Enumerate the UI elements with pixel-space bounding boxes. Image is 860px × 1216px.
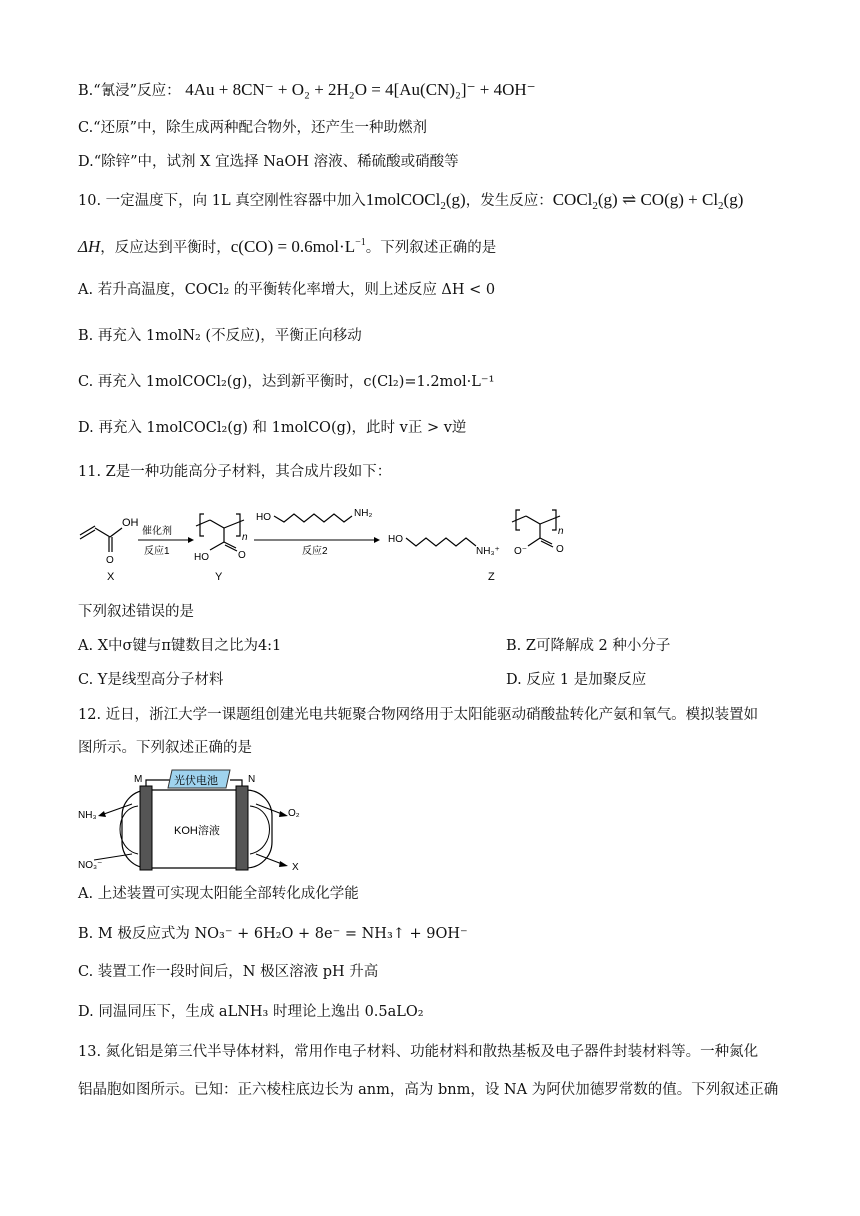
q10-option-b: B. 再充入 1molN₂ (不反应)，平衡正向移动: [78, 328, 362, 344]
molecule-x: [80, 526, 122, 552]
z-polymer: [512, 510, 560, 547]
reaction1-label: 反应1: [144, 546, 170, 557]
q10-equation: COCl$_2$(g) ⇌ $CO(g) + Cl_2(g)$: [552, 190, 744, 212]
q11-option-b: B. Z可降解成 2 种小分子: [506, 638, 671, 654]
q11-option-a: A. X中σ键与π键数目之比为4:1: [78, 638, 282, 654]
q12-option-c: C. 装置工作一段时间后，N 极区溶液 pH 升高: [78, 964, 379, 980]
q10-stem-part-d: 。下列叙述正确的是: [365, 240, 497, 256]
y-ho: HO: [194, 552, 209, 563]
pv-cell-label: 光伏电池: [174, 775, 218, 787]
no3-label: NO₃⁻: [78, 860, 103, 871]
q11-options-row2: [78, 670, 838, 690]
q12-option-a: A. 上述装置可实现太阳能全部转化成化学能: [78, 886, 359, 902]
q9-option-b-label: B.“氰浸”反应：: [78, 83, 181, 99]
q10-stem-part-c: ，反应达到平衡时，: [100, 240, 231, 256]
q12-stem-line1: 12. 近日，浙江大学一课题组创建光电共轭聚合物网络用于太阳能驱动硝酸盐转化产氨和氧气。模拟装置如: [78, 707, 759, 723]
label-x: X: [107, 571, 115, 583]
x-label: X: [292, 862, 299, 873]
q12-electrolysis-diagram: [74, 764, 324, 876]
reaction2-label: 反应2: [302, 546, 328, 557]
z-o-minus: O⁻: [514, 546, 528, 557]
z-ho: HO: [388, 534, 403, 545]
q9-option-b: [78, 80, 536, 101]
amine-chain: [274, 514, 352, 522]
o2-label: O₂: [288, 808, 300, 819]
q11-option-c: C. Y是线型高分子材料: [78, 672, 224, 688]
q9-option-b-equation: 4Au + 8CN⁻ + O₂ + 2H₂O = 4[Au(CN)₂]⁻ + 4OH⁻: [185, 80, 536, 99]
q12-option-d: D. 同温同压下，生成 aLNH₃ 时理论上逸出 0.5aLO₂: [78, 1004, 424, 1020]
label-m: M: [134, 774, 143, 785]
q11-options-row1: [78, 636, 838, 656]
koh-label: KOH溶液: [174, 825, 220, 837]
z-n: n: [558, 526, 564, 537]
label-z: Z: [488, 571, 495, 583]
z-nh3: NH₃⁺: [476, 546, 500, 557]
z-chain: [406, 538, 476, 546]
q9-option-d: D.“除锌”中，试剂 X 宜选择 NaOH 溶液、稀硫酸或硝酸等: [78, 154, 459, 170]
q10-reactant: 1molCOCl$_2$(g): [365, 190, 466, 212]
amine-nh2: NH₂: [354, 508, 373, 519]
amine-ho: HO: [256, 512, 271, 523]
y-n: n: [242, 532, 248, 543]
q12-stem-line2: 图所示。下列叙述正确的是: [78, 740, 252, 756]
q12-option-b: B. M 极反应式为 NO₃⁻ + 6H₂O + 8e⁻ = NH₃↑ + 9OH⁻: [78, 926, 468, 942]
q10-stem-part-b: ，发生反应：: [465, 193, 553, 209]
q11-synthesis-scheme: [70, 500, 590, 592]
q10-option-c: C. 再充入 1molCOCl₂(g)，达到新平衡时，c(Cl₂)=1.2mol·L⁻¹: [78, 374, 495, 390]
q10-equilibrium: $c(CO) = 0.6mol\cdot L^{-1}$: [230, 237, 366, 256]
q11-option-d: D. 反应 1 是加聚反应: [506, 672, 647, 688]
q13-line2: 铝晶胞如图所示。已知：正六棱柱底边长为 anm，高为 bnm，设 NA 为阿伏加德罗常数的值。下列叙述正确: [78, 1082, 779, 1098]
q11-stem: 11. Z是一种功能高分子材料，其合成片段如下：: [78, 464, 392, 480]
z-o: O: [556, 544, 564, 555]
q11-question: 下列叙述错误的是: [78, 604, 194, 620]
y-o: O: [238, 550, 246, 561]
q9-option-c: C.“还原”中，除生成两种配合物外，还产生一种助燃剂: [78, 120, 428, 136]
label-n: N: [248, 774, 256, 785]
q10-stem-line1: [78, 190, 743, 216]
q10-stem-part-a: 10. 一定温度下，向 1L 真空刚性容器中加入: [78, 193, 366, 209]
x-oh: OH: [122, 517, 139, 529]
x-o: O: [106, 555, 114, 566]
electrode-n: [236, 786, 248, 870]
q10-delta-h: ΔH: [78, 237, 101, 256]
q10-option-d: D. 再充入 1molCOCl₂(g) 和 1molCO(g)，此时 v正 > v逆: [78, 420, 467, 436]
q10-option-a: A. 若升高温度，COCl₂ 的平衡转化率增大，则上述反应 ΔH < 0: [78, 282, 496, 298]
electrode-m: [140, 786, 152, 870]
nh3-label: NH₃: [78, 810, 97, 821]
catalyst-label: 催化剂: [142, 526, 172, 537]
q13-line1: 13. 氮化铝是第三代半导体材料，常用作电子材料、功能材料和散热基板及电子器件封装材料等。一种氮化: [78, 1044, 759, 1060]
q10-stem-line2: [78, 233, 496, 258]
label-y: Y: [215, 571, 223, 583]
molecule-y: [196, 514, 244, 551]
